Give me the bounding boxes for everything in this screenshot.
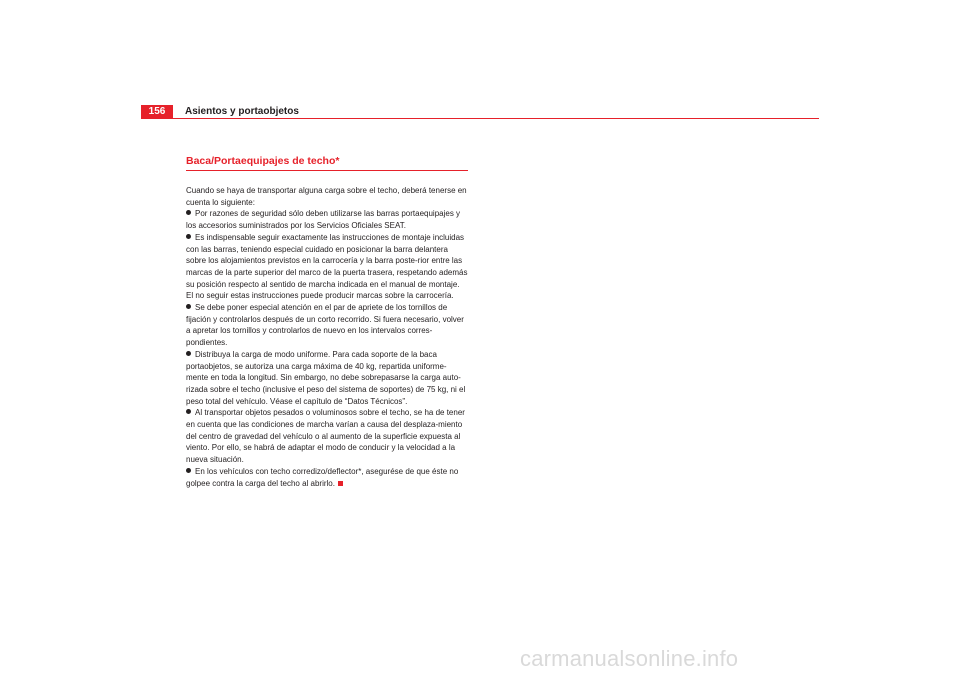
bullet-text: Distribuya la carga de modo uniforme. Para cada soporte de la baca portaobjetos, se autoriza una carga máxima de 40 kg, repartida uniforme-mente en toda la longitud. Sin embargo, no debe sobrepasarse la carga auto-rizada sobre el techo (inclusive el peso del sistema de soportes) de 75 kg, ni el peso total del vehículo. Véase el capítulo de “Datos Técnicos”. — [186, 349, 466, 406]
page-header — [141, 105, 819, 118]
bullet-text: Es indispensable seguir exactamente las instrucciones de montaje incluidas con las barras, teniendo especial cuidado en posicionar la barra delantera sobre los alojamientos previstos en la carrocería y la barra poste-rior entre las marcas de la parte superior del marco de la puerta trasera, respetando además su posición respecto al sentido de marcha indicada en el manual de montaje. El no seguir estas instrucciones puede producir marcas sobre la carrocería. — [186, 232, 468, 301]
bullet-item — [186, 407, 468, 466]
bullet-text: Por razones de seguridad sólo deben utilizarse las barras portaequipajes y los accesorios suministrados por los Servicios Oficiales SEAT. — [186, 209, 461, 231]
bullet-item — [186, 208, 468, 231]
bullet-icon — [186, 304, 191, 309]
bullet-icon — [186, 351, 191, 356]
bullet-icon — [186, 468, 191, 473]
bullet-text: Se debe poner especial atención en el par de apriete de los tornillos de fijación y controlarlos después de un corto recorrido. Si fuera necesario, volver a apretar los tornillos y controlarlos de nuevo en los intervalos corres-pondientes. — [186, 303, 464, 348]
bullet-item — [186, 302, 468, 349]
section-body — [186, 185, 468, 489]
bullet-item — [186, 232, 468, 302]
page-number: 156 — [141, 105, 173, 118]
bullet-icon — [186, 409, 191, 414]
watermark-text: carmanualsonline.info — [520, 646, 739, 671]
bullet-icon — [186, 210, 191, 215]
bullet-item — [186, 466, 468, 489]
bullet-text: Al transportar objetos pesados o voluminosos sobre el techo, se ha de tener en cuenta que las condiciones de marcha varían a causa del desplaza-miento del centro de gravedad del vehículo o al aumento de la superficie expuesta al viento. Por ello, se habrá de adaptar el modo de conducir y la velocidad a la nueva situación. — [186, 408, 465, 465]
header-divider — [141, 118, 819, 119]
chapter-title: Asientos y portaobjetos — [185, 106, 299, 117]
intro-paragraph: Cuando se haya de transportar alguna carga sobre el techo, deberá tenerse en cuenta lo siguiente: — [186, 186, 467, 207]
section-end-icon — [338, 481, 343, 486]
bullet-text: En los vehículos con techo corredizo/deflector*, asegurése de que éste no golpee contra la carga del techo al abrirlo. — [186, 466, 459, 488]
bullet-item — [186, 349, 468, 408]
section-title: Baca/Portaequipajes de techo* — [186, 155, 468, 171]
bullet-icon — [186, 234, 191, 239]
content-section — [186, 155, 468, 489]
